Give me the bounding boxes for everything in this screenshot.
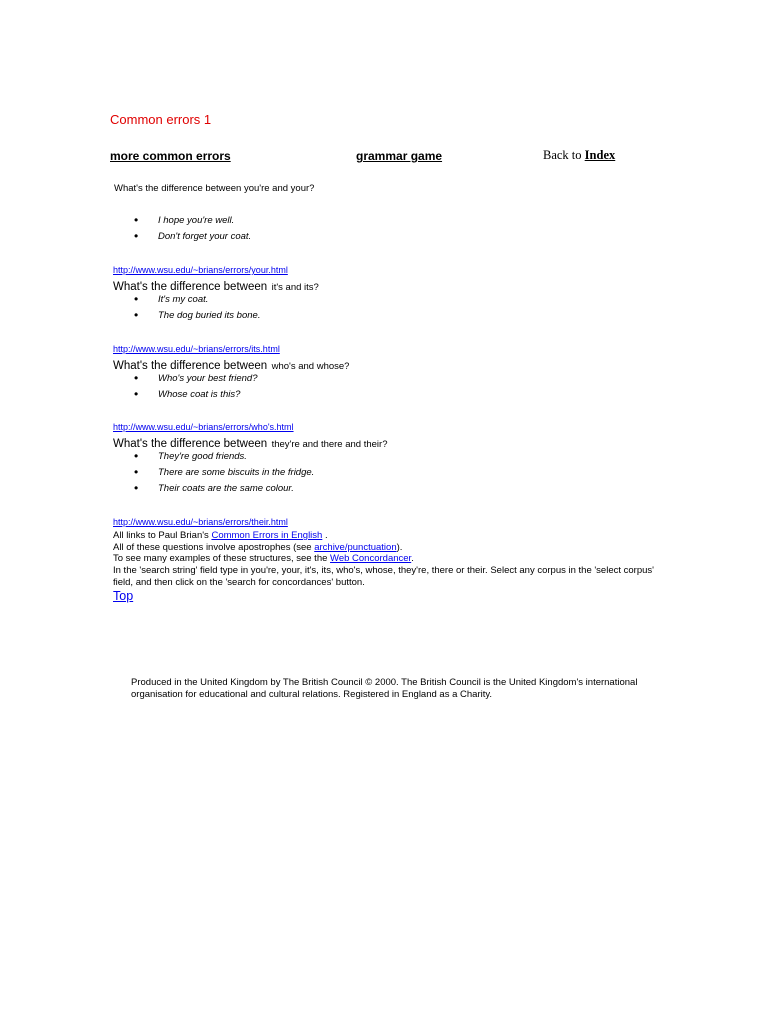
page-title: Common errors 1 xyxy=(110,112,212,127)
question-3 xyxy=(113,356,349,374)
top-link[interactable]: Top xyxy=(113,589,134,603)
example-item: • It's my coat. xyxy=(134,294,260,305)
example-item: • Whose coat is this? xyxy=(134,389,258,400)
archive-punctuation-link[interactable]: archive/punctuation xyxy=(314,541,397,553)
example-item: • There are some biscuits in the fridge. xyxy=(134,467,314,478)
question-rest: who's and whose? xyxy=(271,361,350,372)
question-lead: What's the difference between xyxy=(113,281,268,293)
back-to-index xyxy=(543,148,615,163)
source-link-its[interactable]: http://www.wsu.edu/~brians/errors/its.html xyxy=(113,344,280,354)
links-note xyxy=(113,530,658,542)
links-note-text: All links to Paul Brian's xyxy=(113,530,209,541)
example-item: • The dog buried its bone. xyxy=(134,310,260,321)
example-item: • Don't forget your coat. xyxy=(134,231,251,242)
examples-2 xyxy=(134,294,260,321)
question-1: What's the difference between you're and your? xyxy=(114,183,315,194)
example-item: • Who's your best friend? xyxy=(134,373,258,384)
question-rest: it's and its? xyxy=(271,282,319,293)
common-errors-link[interactable]: Common Errors in English xyxy=(211,530,323,541)
example-item: • I hope you're well. xyxy=(134,215,251,226)
apostrophe-note-text: All of these questions involve apostrophes (see xyxy=(113,541,312,553)
apostrophe-note xyxy=(113,542,658,554)
back-to-label: Back to xyxy=(543,148,582,162)
question-lead: What's the difference between xyxy=(113,360,268,372)
question-4 xyxy=(113,434,388,452)
source-link-their[interactable]: http://www.wsu.edu/~brians/errors/their.html xyxy=(113,517,288,527)
concordancer-note-text: To see many examples of these structures, see the xyxy=(113,553,328,565)
example-item: • They're good friends. xyxy=(134,451,314,462)
question-2 xyxy=(113,277,319,295)
question-lead: What's the difference between xyxy=(113,438,268,450)
apostrophe-note-suffix: ). xyxy=(396,541,403,553)
examples-4 xyxy=(134,451,314,494)
question-rest: they're and there and their? xyxy=(271,439,388,450)
concordancer-note xyxy=(113,553,658,565)
web-concordancer-link[interactable]: Web Concordancer xyxy=(330,553,412,565)
instructions-text: In the 'search string' field type in you're, your, it's, its, who's, whose, they're, there or their. Select any corpus in the 'select corpus' field, and then click on the 'search for concordances' button. xyxy=(113,565,654,588)
links-note-suffix: . xyxy=(324,530,328,541)
source-link-whos[interactable]: http://www.wsu.edu/~brians/errors/who's.html xyxy=(113,422,294,432)
footer-text: Produced in the United Kingdom by The British Council © 2000. The British Council is the United Kingdom's international organisation for educational and cultural relations. Registered in England as a Charity. xyxy=(131,677,638,701)
examples-3 xyxy=(134,373,258,400)
source-link-your[interactable]: http://www.wsu.edu/~brians/errors/your.html xyxy=(113,265,288,275)
example-item: • Their coats are the same colour. xyxy=(134,483,314,494)
concordancer-note-suffix: . xyxy=(411,553,414,565)
examples-1 xyxy=(134,215,251,242)
grammar-game-link[interactable]: grammar game xyxy=(356,149,443,163)
index-link[interactable]: Index xyxy=(584,148,616,162)
more-common-errors-link[interactable]: more common errors xyxy=(110,149,231,163)
notes-block xyxy=(113,530,658,589)
